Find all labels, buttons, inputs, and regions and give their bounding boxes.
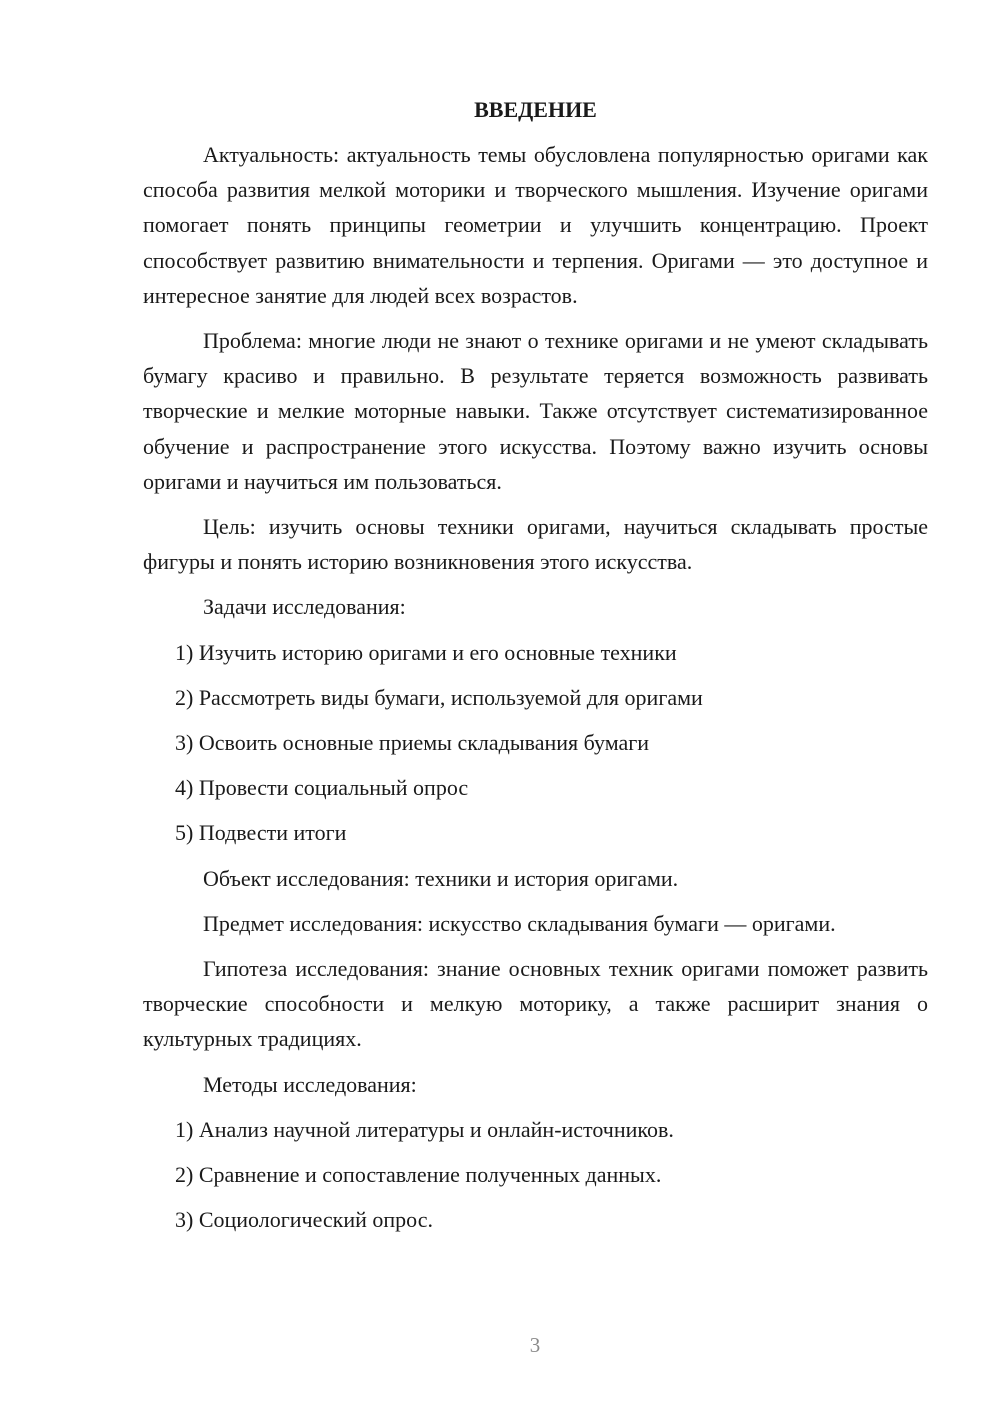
task-item: 2) Рассмотреть виды бумаги, используемой для оригами xyxy=(175,684,703,710)
task-item: 3) Освоить основные приемы складывания бумаги xyxy=(175,730,650,756)
goal-paragraph: Цель: изучить основы техники оригами, научиться складывать простые фигуры и понять историю возникновения этого искусства. xyxy=(143,514,928,575)
page-title: ВВЕДЕНИЕ xyxy=(474,97,597,122)
page-number: 3 xyxy=(529,1333,541,1357)
methods-heading: Методы исследования: xyxy=(203,1071,417,1097)
task-item: 1) Изучить историю оригами и его основные техники xyxy=(175,639,677,665)
object-paragraph: Объект исследования: техники и история оригами. xyxy=(203,865,679,891)
subject-paragraph: Предмет исследования: искусство складывания бумаги — оригами. xyxy=(203,910,836,936)
task-item: 4) Провести социальный опрос xyxy=(175,775,469,801)
hypothesis-paragraph: Гипотеза исследования: знание основных техник оригами поможет развить творческие способности и мелкую моторику, а также расширит знания о культурных традициях. xyxy=(143,956,928,1052)
method-item: 3) Социологический опрос. xyxy=(175,1207,433,1233)
problem-paragraph: Проблема: многие люди не знают о технике оригами и не умеют складывать бумагу красиво и правильно. В результате теряется возможность развивать творческие и мелкие моторные навыки. Также отсутствует систематизированное обучение и распространение этого искусства. Поэтому важно изучить основы оригами и научиться им пользоваться. xyxy=(143,328,928,494)
relevance-paragraph: Актуальность: актуальность темы обусловлена популярностью оригами как способа развития мелкой моторики и творческого мышления. Изучение оригами помогает понять принципы геометрии и улучшить концентрацию. Проект способствует развитию внимательности и терпения. Оригами — это доступное и интересное занятие для людей всех возрастов. xyxy=(143,142,928,308)
method-item: 2) Сравнение и сопоставление полученных данных. xyxy=(175,1162,662,1188)
method-item: 1) Анализ научной литературы и онлайн-источников. xyxy=(175,1116,674,1142)
task-item: 5) Подвести итоги xyxy=(175,820,347,846)
document-page xyxy=(143,92,928,1247)
tasks-heading: Задачи исследования: xyxy=(203,594,406,620)
